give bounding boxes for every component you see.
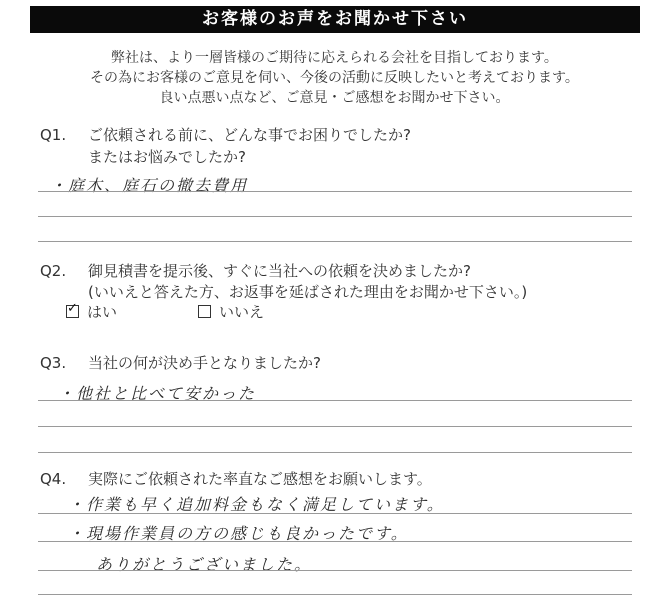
q2-number: Q2. (40, 262, 67, 280)
option-no-label: いいえ (219, 303, 265, 321)
answer-line (38, 541, 632, 542)
q3-number: Q3. (40, 354, 67, 372)
q3-answer[interactable]: ・他社と比べて安かった (58, 384, 257, 403)
intro-line: 良い点悪い点など、ご意見・ご感想をお聞かせ下さい。 (159, 90, 510, 106)
intro-line: その為にお客様のご意見を伺い、今後の活動に反映したいと考えております。 (90, 70, 579, 86)
option-no[interactable] (198, 301, 264, 322)
answer-line (38, 513, 632, 514)
answer-line (38, 216, 632, 217)
q4-text: 実際にご依頼された率直なご感想をお願いします。 (88, 470, 432, 488)
answer-line (38, 241, 632, 242)
intro-line: 弊社は、より一層皆様のご期待に応えられる会社を目指しております。 (111, 50, 558, 66)
q1-number: Q1. (40, 126, 67, 144)
option-yes[interactable] (66, 301, 117, 322)
q4-answer-3[interactable]: ありがとうございました。 (96, 555, 313, 574)
q1-text: ご依頼される前に、どんな事でお困りでしたか? (88, 126, 411, 144)
q2-subtext: (いいえと答えた方、お返事を延ばされた理由をお聞かせ下さい。) (88, 283, 528, 301)
q1-subtext: またはお悩みでしたか? (88, 148, 246, 166)
page-title: お客様のお声をお聞かせ下さい (30, 6, 640, 33)
q1-answer[interactable]: ・庭木、庭石の撤去費用 (50, 176, 249, 195)
q2-text: 御見積書を提示後、すぐに当社への依頼を決めましたか? (88, 262, 471, 280)
answer-line (38, 594, 632, 595)
intro-text (0, 48, 669, 108)
checkbox-yes[interactable] (66, 301, 79, 318)
q1-question (40, 124, 411, 145)
answer-line (38, 400, 632, 401)
q2-question (40, 260, 471, 281)
check-icon: ✓ (67, 301, 78, 316)
answer-line (38, 570, 632, 571)
q4-question (40, 468, 432, 489)
q3-question (40, 352, 321, 373)
answer-line (38, 191, 632, 192)
q4-number: Q4. (40, 470, 67, 488)
q3-text: 当社の何が決め手となりましたか? (88, 354, 321, 372)
answer-line (38, 452, 632, 453)
option-yes-label: はい (87, 303, 118, 321)
q4-answer-1[interactable]: ・作業も早く追加料金もなく満足しています。 (68, 495, 445, 514)
answer-line (38, 426, 632, 427)
q4-answer-2[interactable]: ・現場作業員の方の感じも良かったです。 (68, 524, 409, 543)
checkbox-no[interactable] (198, 305, 211, 318)
